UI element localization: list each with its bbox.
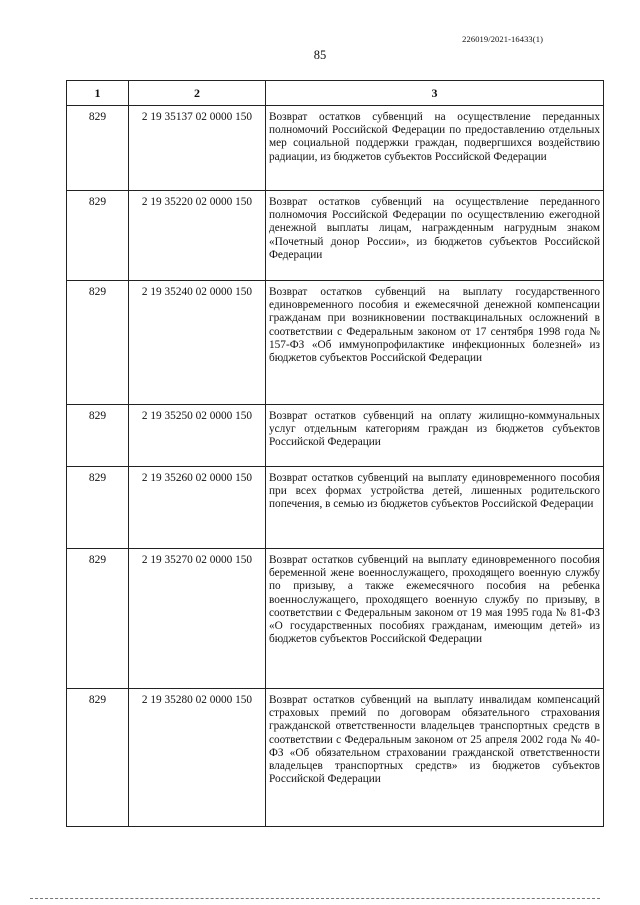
budget-code-cell: 2 19 35270 02 0000 150 <box>129 549 266 689</box>
column-header-2: 2 <box>129 81 266 106</box>
description-cell: Возврат остатков субвенций на выплату единовременного пособия беременной жене военнослужащего, проходящего военную службу по призыву, а также ежемесячного пособия на ребенка военнослужащего, проходящего военную службу по призыву, в соответствии с Федеральным законом от 19 мая 1995 года № 81-ФЗ «О государственных пособиях гражданам, имеющим детей» из бюджетов субъектов Российской Федерации <box>266 549 604 689</box>
description-cell: Возврат остатков субвенций на выплату инвалидам компенсаций страховых премий по договорам обязательного страхования гражданской ответственности владельцев транспортных средств в соответствии с Федеральным законом от 25 апреля 2002 года № 40-ФЗ «Об обязательном страховании гражданской ответственности владельцев транспортных средств» из бюджетов субъектов Российской Федерации <box>266 689 604 827</box>
budget-code-cell: 2 19 35220 02 0000 150 <box>129 191 266 281</box>
description-cell: Возврат остатков субвенций на оплату жилищно-коммунальных услуг отдельным категориям граждан из бюджетов субъектов Российской Федерации <box>266 405 604 467</box>
admin-code-cell: 829 <box>67 689 129 827</box>
table-header-row <box>67 81 604 106</box>
budget-code-cell: 2 19 35260 02 0000 150 <box>129 467 266 549</box>
page-number: 85 <box>313 48 327 62</box>
column-header-3: 3 <box>266 81 604 106</box>
budget-code-cell: 2 19 35280 02 0000 150 <box>129 689 266 827</box>
column-header-1: 1 <box>67 81 129 106</box>
admin-code-cell: 829 <box>67 191 129 281</box>
description-cell: Возврат остатков субвенций на осуществление переданных полномочий Российской Федерации по предоставлению отдельных мер социальной поддержки граждан, подвергшихся воздействию радиации, из бюджетов субъектов Российской Федерации <box>266 106 604 191</box>
description-cell: Возврат остатков субвенций на выплату государственного единовременного пособия и ежемесячной денежной компенсации гражданам при возникновении поствакцинальных осложнений в соответствии с Федеральным законом от 17 сентября 1998 года № 157-ФЗ «Об иммунопрофилактике инфекционных болезней» из бюджетов субъектов Российской Федерации <box>266 281 604 405</box>
table-row <box>67 191 604 281</box>
document-id: 226019/2021-16433(1) <box>462 34 543 44</box>
description-cell: Возврат остатков субвенций на выплату единовременного пособия при всех формах устройства детей, лишенных родительского попечения, в семью из бюджетов субъектов Российской Федерации <box>266 467 604 549</box>
description-cell: Возврат остатков субвенций на осуществление переданного полномочия Российской Федерации по осуществлению ежегодной денежной выплаты лицам, награжденным нагрудным знаком «Почетный донор России», из бюджетов субъектов Российской Федерации <box>266 191 604 281</box>
table-row <box>67 689 604 827</box>
admin-code-cell: 829 <box>67 467 129 549</box>
table-row <box>67 106 604 191</box>
budget-codes-table <box>66 80 604 827</box>
scan-edge-divider <box>30 897 600 899</box>
admin-code-cell: 829 <box>67 281 129 405</box>
table-row <box>67 405 604 467</box>
table-row <box>67 281 604 405</box>
budget-code-cell: 2 19 35137 02 0000 150 <box>129 106 266 191</box>
table-row <box>67 549 604 689</box>
admin-code-cell: 829 <box>67 106 129 191</box>
admin-code-cell: 829 <box>67 549 129 689</box>
budget-code-cell: 2 19 35250 02 0000 150 <box>129 405 266 467</box>
budget-code-cell: 2 19 35240 02 0000 150 <box>129 281 266 405</box>
admin-code-cell: 829 <box>67 405 129 467</box>
table-row <box>67 467 604 549</box>
